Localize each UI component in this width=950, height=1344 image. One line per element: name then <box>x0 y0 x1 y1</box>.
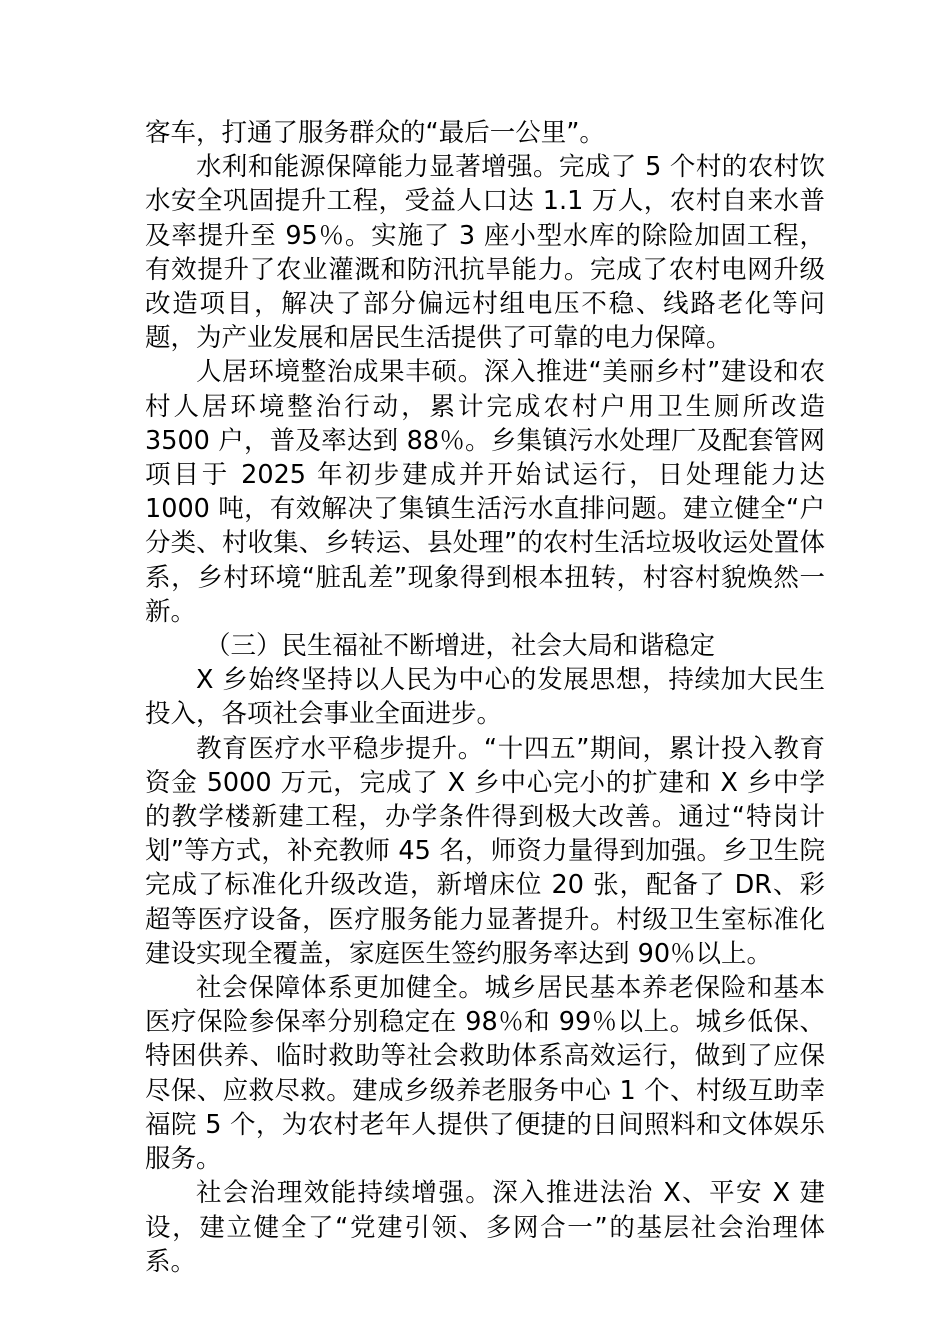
paragraph-water-energy: 水利和能源保障能力显著增强。完成了 5 个村的农村饮水安全巩固提升工程，受益人口达 1.1 万人，农村自来水普及率提升至 95％。实施了 3 座小型水库的除险加固工程，有效提升了农业灌溉和防汛抗旱能力。完成了农村电网升级改造项目，解决了部分偏远村组电压不稳、线路老化等问题，为产业发展和居民生活提供了可靠的电力保障。 <box>145 152 825 354</box>
paragraph-continuation: 客车，打通了服务群众的“最后一公里”。 <box>145 118 605 148</box>
paragraph-social-governance: 社会治理效能持续增强。深入推进法治 X、平安 X 建设，建立健全了“党建引领、多网合一”的基层社会治理体系。 <box>145 1178 825 1277</box>
section-heading: （三）民生福祉不断增进，社会大局和谐稳定 <box>205 631 716 662</box>
paragraph-social-security: 社会保障体系更加健全。城乡居民基本养老保险和基本医疗保险参保率分别稳定在 98％和 99％以上。城乡低保、特困供养、临时救助等社会救助体系高效运行，做到了应保尽保、应救尽救。建成乡级养老服务中心 1 个、村级互助幸福院 5 个，为农村老年人提供了便捷的日间照料和文体娱乐服务。 <box>145 973 825 1175</box>
paragraph-living-environment: 人居环境整治成果丰硕。深入推进“美丽乡村”建设和农村人居环境整治行动，累计完成农村户用卫生厕所改造 3500 户，普及率达到 88％。乡集镇污水处理厂及配套管网项目于 2025 年初步建成并开始试运行，日处理能力达 1000 吨，有效解决了集镇生活污水直排问题。建立健全“户分类、村收集、乡转运、县处理”的农村生活垃圾收运处置体系，乡村环境“脏乱差”现象得到根本扭转，村容村貌焕然一新。 <box>145 357 825 627</box>
document-page <box>145 116 825 1279</box>
paragraph-livelihood-intro: X 乡始终坚持以人民为中心的发展思想，持续加大民生投入，各项社会事业全面进步。 <box>145 665 825 730</box>
paragraph-education-medical: 教育医疗水平稳步提升。“十四五”期间，累计投入教育资金 5000 万元，完成了 X 乡中心完小的扩建和 X 乡中学的教学楼新建工程，办学条件得到极大改善。通过“特岗计划”等方式，补充教师 45 名，师资力量得到加强。乡卫生院完成了标准化升级改造，新增床位 20 张，配备了 DR、彩超等医疗设备，医疗服务能力显著提升。村级卫生室标准化建设实现全覆盖，家庭医生签约服务率达到 90％以上。 <box>145 733 825 969</box>
